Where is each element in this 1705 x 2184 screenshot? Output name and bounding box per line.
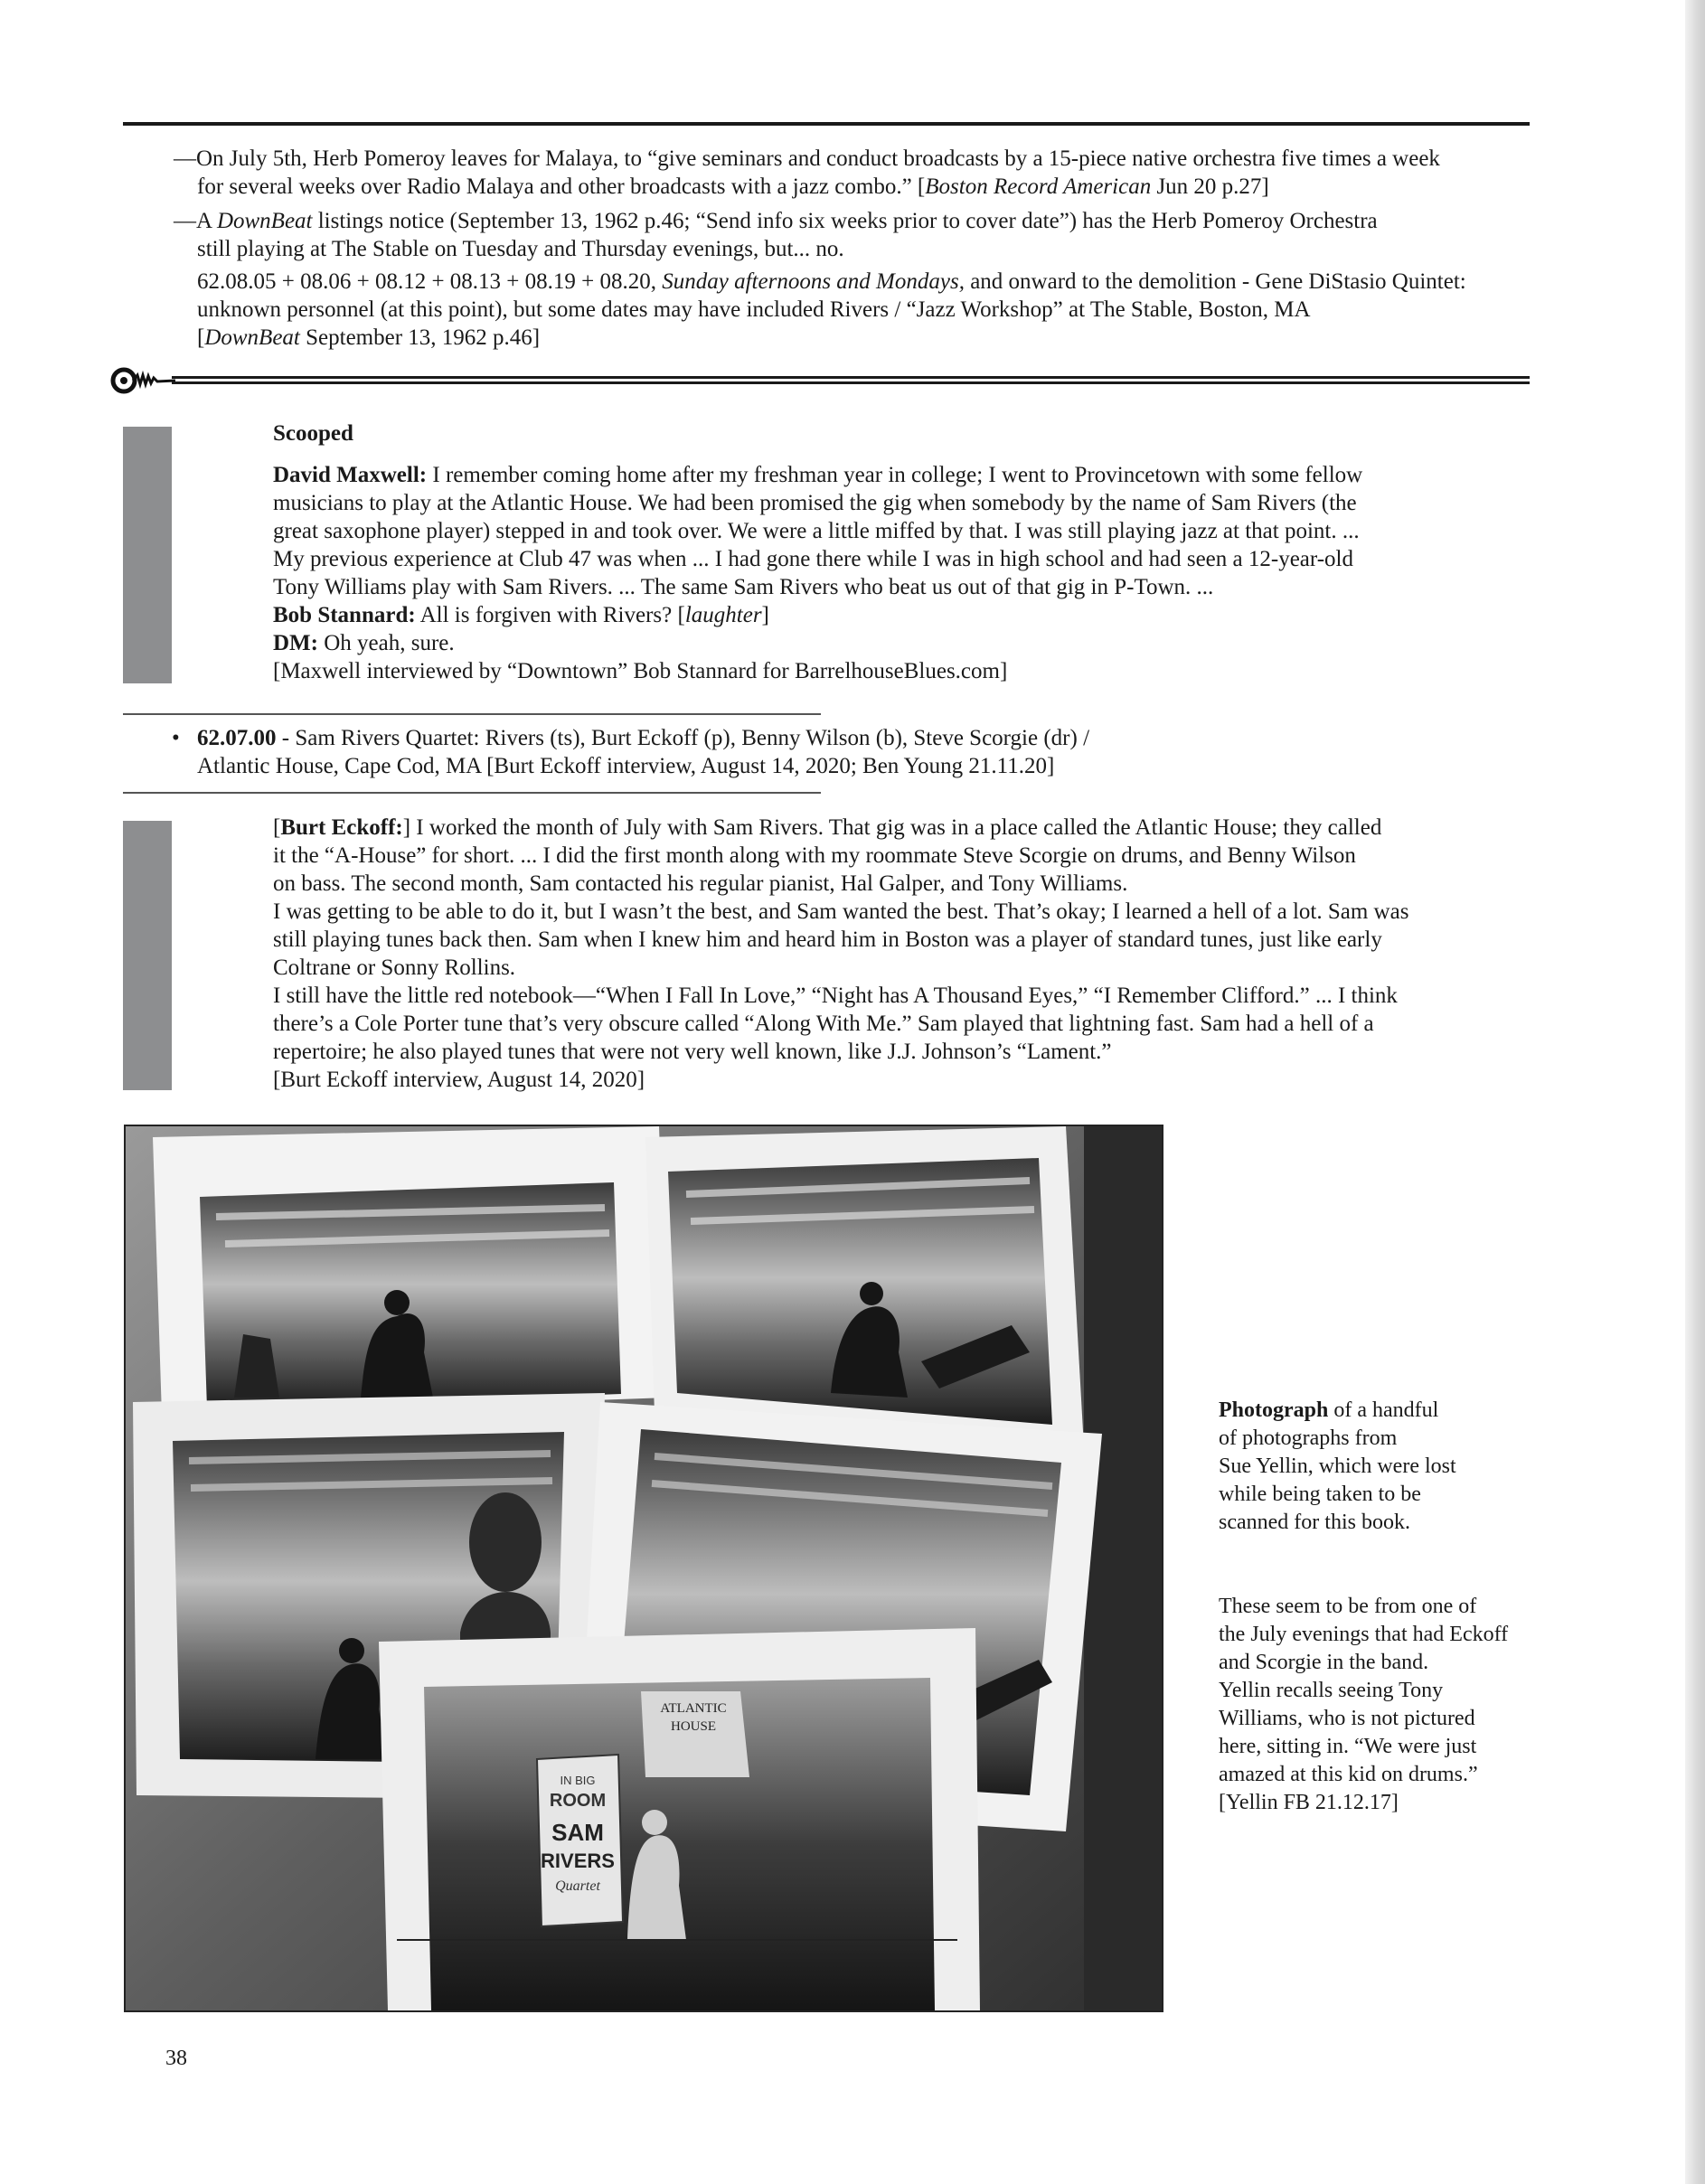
eckoff-line-3: on bass. The second month, Sam contacted his regular pianist, Hal Galper, and Tony Williams. — [273, 871, 1128, 896]
caption-line-4: while being taken to be — [1219, 1483, 1421, 1506]
photograph-collage — [126, 1126, 1162, 2010]
quote-bar — [123, 427, 172, 683]
print-bottom-atlantic-house — [379, 1628, 980, 2010]
caption-line-3: Sue Yellin, which were lost — [1219, 1454, 1456, 1478]
caption-p2-line-8: [Yellin FB 21.12.17] — [1219, 1791, 1399, 1814]
scooped-line-6: Bob Stannard: All is forgiven with Rivers? [laughter] — [273, 603, 769, 627]
scooped-line-3: great saxophone player) stepped in and took over. We were a little miffed by that. I was still playing jazz at that point. ... — [273, 519, 1360, 543]
session-line-1: 62.07.00 - Sam Rivers Quartet: Rivers (ts), Burt Eckoff (p), Benny Wilson (b), Steve Scorgie (dr) / — [197, 726, 1090, 750]
quote-bar — [123, 821, 172, 1090]
dates-line-3: [DownBeat September 13, 1962 p.46] — [197, 325, 541, 350]
caption-p2-line-1: These seem to be from one of — [1219, 1595, 1477, 1618]
eckoff-line-1: [Burt Eckoff:] I worked the month of July with Sam Rivers. That gig was in a place called the Atlantic House; they called — [273, 815, 1382, 840]
eckoff-line-4: I was getting to be able to do it, but I wasn’t the best, and Sam wanted the best. That’s okay; I learned a hell of a lot. Sam was — [273, 899, 1409, 924]
caption-line-1: Photograph of a handful — [1219, 1398, 1439, 1422]
eckoff-line-10: [Burt Eckoff interview, August 14, 2020] — [273, 1068, 645, 1092]
eckoff-line-9: repertoire; he also played tunes that were not very well known, like J.J. Johnson’s “Lament.” — [273, 1040, 1112, 1064]
scooped-line-8: [Maxwell interviewed by “Downtown” Bob Stannard for BarrelhouseBlues.com] — [273, 659, 1008, 683]
board-line-5: Quartet — [555, 1878, 600, 1894]
top-rule — [123, 122, 1530, 126]
scrollbar[interactable] — [1685, 0, 1705, 2184]
news-item-2-line-2: still playing at The Stable on Tuesday and Thursday evenings, but... no. — [197, 237, 844, 261]
dates-line-2: unknown personnel (at this point), but some dates may have included Rivers / “Jazz Workshop” at The Stable, Boston, MA — [197, 297, 1311, 322]
page-number: 38 — [165, 2047, 187, 2070]
photograph — [124, 1125, 1163, 2012]
caption-p2-line-7: amazed at this kid on drums.” — [1219, 1763, 1478, 1786]
scooped-heading: Scooped — [273, 421, 353, 446]
news-item-1-line-2: for several weeks over Radio Malaya and other broadcasts with a jazz combo.” [Boston Record American Jun 20 p.27] — [197, 174, 1269, 199]
section-ornament-icon — [110, 364, 175, 395]
section-divider — [172, 376, 1530, 384]
eckoff-line-6: Coltrane or Sonny Rollins. — [273, 956, 516, 980]
scooped-line-2: musicians to play at the Atlantic House. We had been promised the gig when somebody by the name of Sam Rivers (the — [273, 491, 1357, 515]
eckoff-line-7: I still have the little red notebook—“When I Fall In Love,” “Night has A Thousand Eyes,” “I Remember Clifford.” ... I think — [273, 984, 1398, 1008]
board-line-2: ROOM — [549, 1791, 607, 1811]
caption-p2-line-4: Yellin recalls seeing Tony — [1219, 1679, 1444, 1702]
board-line-3: SAM — [551, 1819, 604, 1846]
caption-p2-line-2: the July evenings that had Eckoff — [1219, 1623, 1509, 1646]
scooped-line-7: DM: Oh yeah, sure. — [273, 631, 455, 655]
session-rule-top — [123, 713, 821, 715]
eckoff-line-5: still playing tunes back then. Sam when I knew him and heard him in Boston was a player of standard tunes, just like early — [273, 927, 1382, 952]
news-item-2-line-1: —A DownBeat listings notice (September 13, 1962 p.46; “Send info six weeks prior to cover date”) has the Herb Pomeroy Orchestra — [174, 209, 1378, 233]
scooped-line-5: Tony Williams play with Sam Rivers. ... The same Sam Rivers who beat us out of that gig in P-Town. ... — [273, 575, 1214, 599]
caption-p2-line-5: Williams, who is not pictured — [1219, 1707, 1475, 1730]
dates-line-1: 62.08.05 + 08.06 + 08.12 + 08.13 + 08.19 + 08.20, Sunday afternoons and Mondays, and onward to the demolition - Gene DiStasio Quintet: — [197, 269, 1466, 294]
board-line-1: IN BIG — [560, 1774, 596, 1787]
eckoff-line-8: there’s a Cole Porter tune that’s very obscure called “Along With Me.” Sam played that lightning fast. Sam had a hell of a — [273, 1012, 1374, 1036]
print-top-left — [153, 1126, 668, 1416]
board-line-4: RIVERS — [541, 1850, 615, 1872]
session-bullet: • — [172, 726, 180, 750]
session-line-2: Atlantic House, Cape Cod, MA [Burt Eckoff interview, August 14, 2020; Ben Young 21.11.20] — [197, 754, 1055, 778]
scooped-line-1: David Maxwell: I remember coming home after my freshman year in college; I went to Provincetown with some fellow — [273, 463, 1363, 487]
eckoff-line-2: it the “A-House” for short. ... I did the first month along with my roommate Steve Scorgie on drums, and Benny Wilson — [273, 843, 1356, 868]
caption-line-5: scanned for this book. — [1219, 1511, 1410, 1534]
caption-p2-line-3: and Scorgie in the band. — [1219, 1651, 1429, 1674]
print-top-right — [645, 1126, 1084, 1447]
session-rule-bottom — [123, 792, 821, 794]
caption-p2-line-6: here, sitting in. “We were just — [1219, 1735, 1477, 1758]
sign-house: HOUSE — [670, 1719, 717, 1734]
scooped-line-4: My previous experience at Club 47 was when ... I had gone there while I was in high school and had seen a 12-year-old — [273, 547, 1353, 571]
caption-line-2: of photographs from — [1219, 1426, 1398, 1450]
news-item-1-line-1: —On July 5th, Herb Pomeroy leaves for Malaya, to “give seminars and conduct broadcasts by a 15-piece native orchestra five times a week — [174, 146, 1440, 171]
sign-atlantic: ATLANTIC — [660, 1701, 727, 1716]
